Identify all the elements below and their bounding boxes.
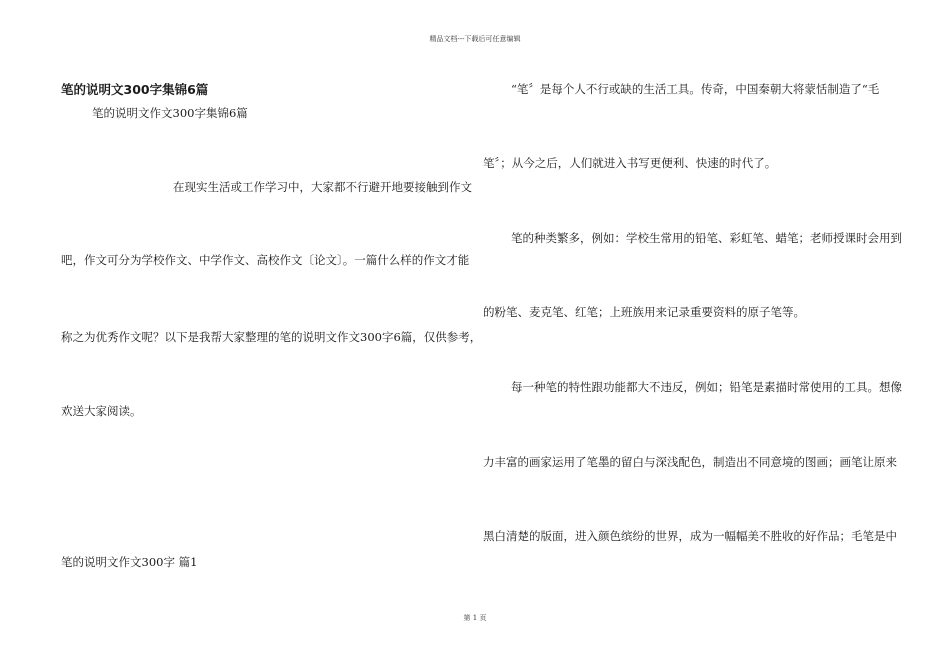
intro-line-2: 吧，作文可分为学校作文、中学作文、高校作文〔论文〕。一篇什么样的作文才能 — [61, 253, 470, 267]
section-heading: 笔的说明文作文300字 篇1 — [61, 555, 198, 569]
intro-line-1: 在现实生活或工作学习中，大家都不行避开地要接触到作文 — [173, 180, 472, 194]
subtitle: 笔的说明文作文300字集锦6篇 — [92, 106, 248, 120]
right-line-2: 笔〞；从今之后，人们就进入书写更便利、快速的时代了。 — [483, 156, 777, 170]
right-line-1: “笔〞是每个人不行或缺的生活工具。传奇，中国秦朝大将蒙恬制造了“毛 — [511, 82, 880, 96]
page-number: 第 1 页 — [463, 614, 487, 622]
document-title: 笔的说明文300字集锦6篇 — [61, 82, 209, 97]
right-line-3: 笔的种类繁多，例如：学校生常用的铅笔、彩虹笔、蜡笔；老师授课时会用到 — [511, 231, 902, 245]
right-line-6: 力丰富的画家运用了笔墨的留白与深浅配色，制造出不同意境的图画；画笔让原来 — [483, 455, 897, 469]
right-line-7: 黑白清楚的版面，进入颜色缤纷的世界，成为一幅幅美不胜收的好作品；毛笔是中 — [483, 529, 897, 543]
right-line-4: 的粉笔、麦克笔、红笔；上班族用来记录重要资料的原子笔等。 — [483, 305, 805, 319]
intro-line-3: 称之为优秀作文呢？以下是我帮大家整理的笔的说明文作文300字6篇，仅供参考， — [61, 330, 482, 344]
intro-line-4: 欢送大家阅读。 — [61, 404, 142, 418]
page-header: 精品文档---下载后可任意编辑 — [429, 35, 521, 43]
right-line-5: 每一种笔的特性跟功能都大不违反，例如；铅笔是素描时常使用的工具。想像 — [511, 380, 902, 394]
